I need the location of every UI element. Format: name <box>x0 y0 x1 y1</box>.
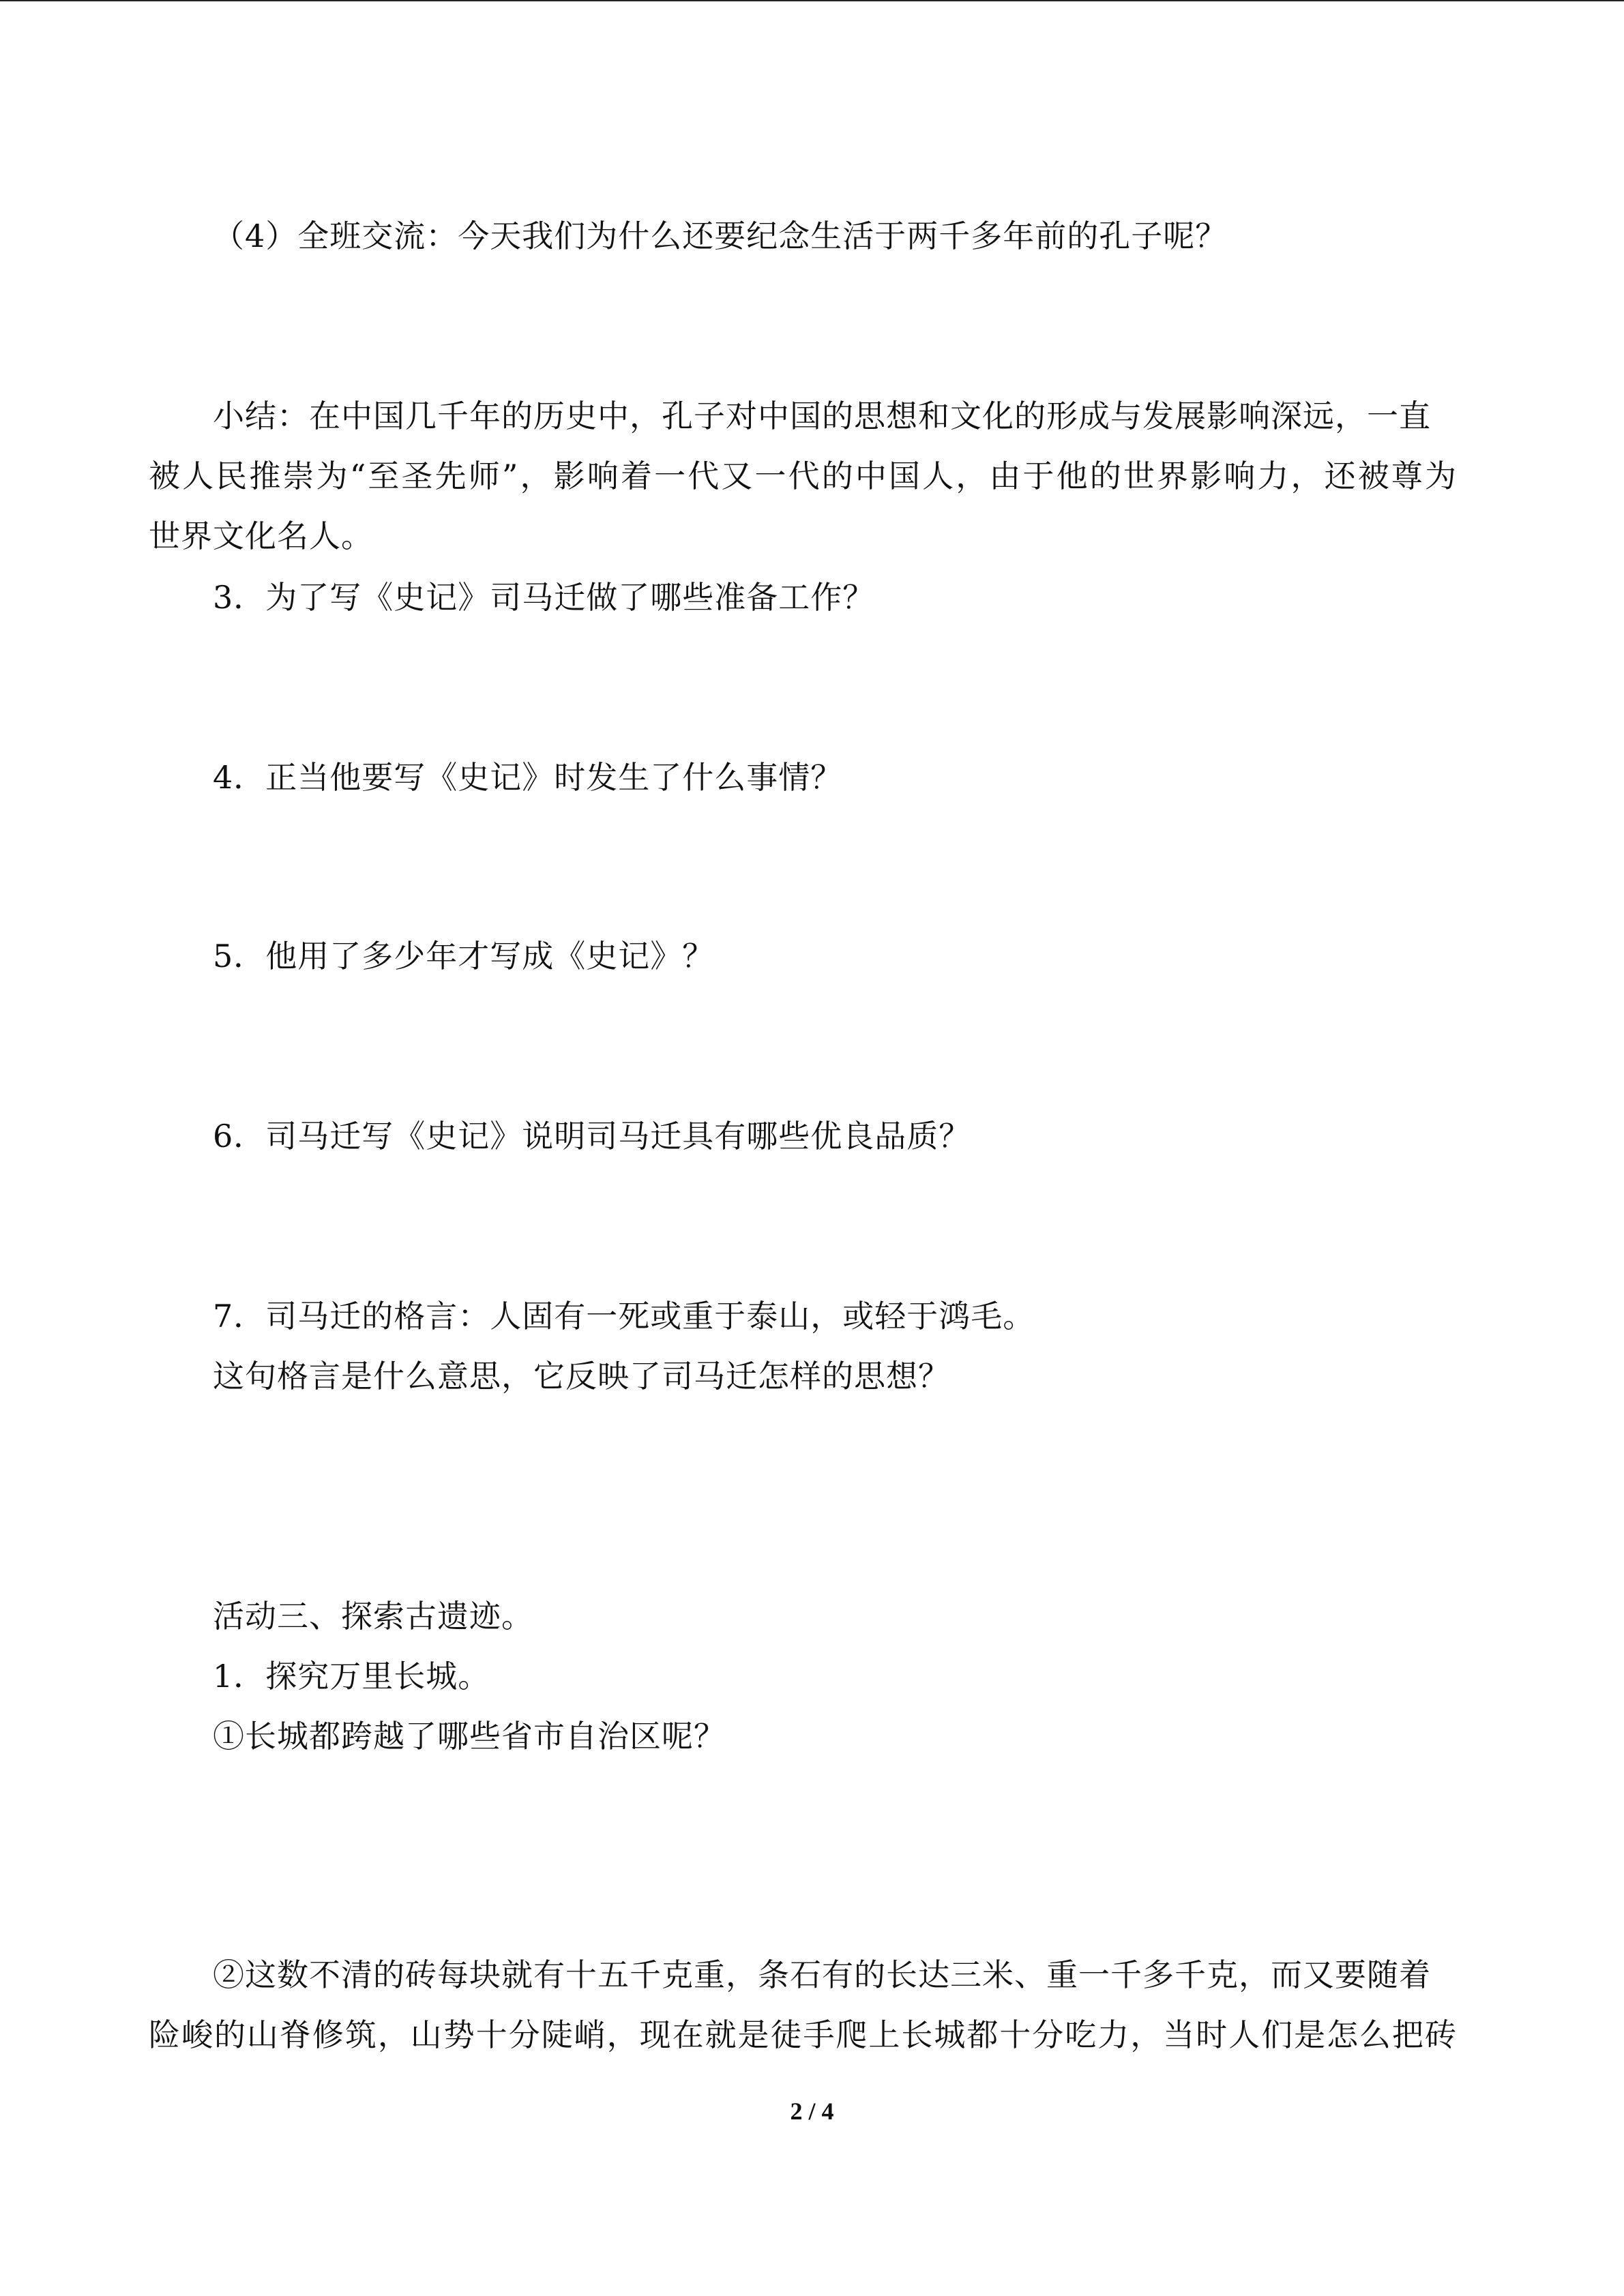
question-6: 6．司马迁写《史记》说明司马迁具有哪些优良品质？ <box>213 1118 971 1154</box>
question-7-followup: 这句格言是什么意思，它反映了司马迁怎样的思想？ <box>213 1358 950 1395</box>
activity-3-item-1: 1．探究万里长城。 <box>213 1658 490 1695</box>
question-3: 3．为了写《史记》司马迁做了哪些准备工作？ <box>213 579 875 616</box>
summary-line-2: 被人民推崇为“至圣先师”，影响着一代又一代的中国人，由于他的世界影响力，还被尊为 <box>149 458 1457 494</box>
activity-3-subitem-2-line-1: ②这数不清的砖每块就有十五千克重，条石有的长达三米、重一千多千克，而又要随着 <box>213 1956 1431 1993</box>
summary-line-3: 世界文化名人。 <box>149 518 373 554</box>
activity-3-subitem-2-line-2: 险峻的山脊修筑，山势十分陡峭，现在就是徒手爬上长城都十分吃力，当时人们是怎么把砖 <box>149 2016 1457 2053</box>
question-4: 4．正当他要写《史记》时发生了什么事情？ <box>213 759 843 796</box>
activity-3-title: 活动三、探索古遗迹。 <box>213 1598 533 1635</box>
activity-3-subitem-1: ①长城都跨越了哪些省市自治区呢？ <box>213 1718 726 1755</box>
question-5: 5．他用了多少年才写成《史记》？ <box>213 938 715 974</box>
question-4-class-discussion: （4）全班交流：今天我们为什么还要纪念生活于两千多年前的孔子呢？ <box>213 218 1228 254</box>
page-top-border <box>0 0 1624 1</box>
question-7: 7．司马迁的格言：人固有一死或重于泰山，或轻于鸿毛。 <box>213 1298 1035 1335</box>
summary-line-1: 小结：在中国几千年的历史中，孔子对中国的思想和文化的形成与发展影响深远，一直 <box>213 398 1431 434</box>
page-number: 2 / 4 <box>790 2098 834 2125</box>
